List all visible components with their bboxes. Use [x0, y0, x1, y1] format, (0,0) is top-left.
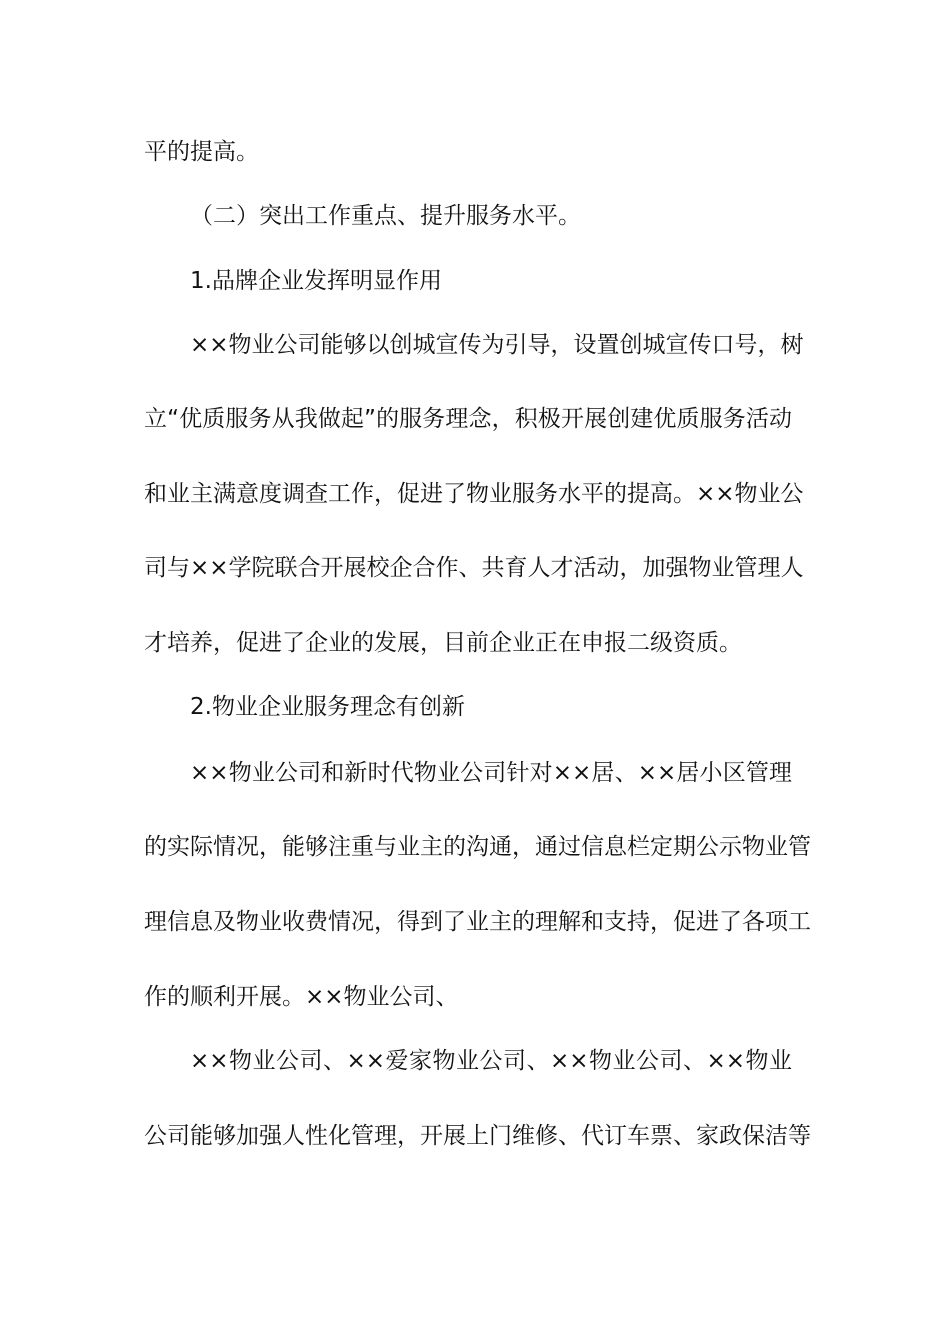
- paragraph-line: ××物业公司、××爱家物业公司、××物业公司、××物业: [190, 1048, 792, 1074]
- paragraph-line: 立“优质服务从我做起”的服务理念，积极开展创建优质服务活动: [144, 406, 792, 432]
- paragraph-line: 司与××学院联合开展校企合作、共育人才活动，加强物业管理人: [144, 555, 804, 581]
- paragraph-line: 的实际情况，能够注重与业主的沟通，通过信息栏定期公示物业管: [144, 834, 811, 860]
- paragraph-line: 平的提高。: [144, 139, 259, 165]
- subsection-heading: 1.品牌企业发挥明显作用: [190, 268, 442, 294]
- paragraph-line: 公司能够加强人性化管理，开展上门维修、代订车票、家政保洁等: [144, 1123, 811, 1149]
- paragraph-line: 理信息及物业收费情况，得到了业主的理解和支持，促进了各项工: [144, 909, 811, 935]
- paragraph-line: 作的顺利开展。××物业公司、: [144, 984, 459, 1010]
- paragraph-line: ××物业公司和新时代物业公司针对××居、××居小区管理: [190, 760, 792, 786]
- paragraph-line: 和业主满意度调查工作，促进了物业服务水平的提高。××物业公: [144, 481, 804, 507]
- subsection-heading: 2.物业企业服务理念有创新: [190, 694, 465, 720]
- paragraph-line: 才培养，促进了企业的发展，目前企业正在申报二级资质。: [144, 630, 742, 656]
- paragraph-line: ××物业公司能够以创城宣传为引导，设置创城宣传口号，树: [190, 332, 804, 358]
- section-heading: （二）突出工作重点、提升服务水平。: [190, 203, 581, 229]
